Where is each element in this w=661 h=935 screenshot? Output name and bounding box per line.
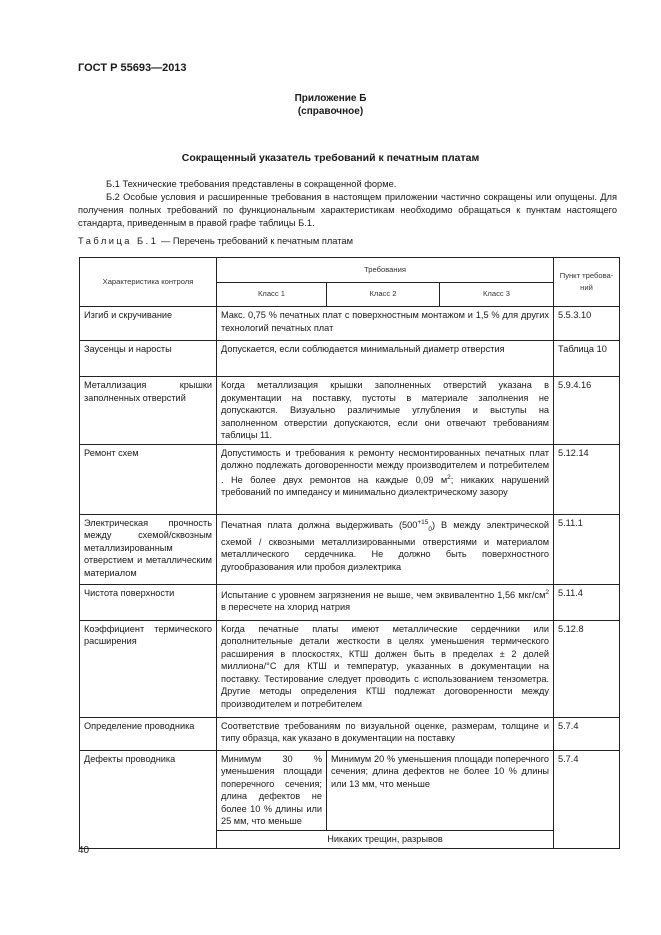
- table-caption: [78, 236, 353, 246]
- requirements-table: [79, 257, 620, 849]
- row-requirement: Когда металлизация крышки заполненных отверстий указана в документации на поставку, пустоты в материале заполнения не допускаются. Визуально различимые углубления и выступы на заполненном отверстии допускаются, если они отвечают требованиям таблицы 11.: [217, 377, 554, 445]
- intro-paragraph-1: Б.1 Технические требования представлены в сокращенной форме.: [106, 179, 397, 189]
- page-number: 40: [78, 845, 90, 856]
- row-requirement: [217, 584, 554, 620]
- row-requirement: Допускается, если соблюдается минимальный диаметр отверстия: [217, 341, 554, 377]
- requirement-text: Испытание с уровнем загрязнения не выше, чем эквивалентно 1,56 мкг/см: [221, 589, 546, 600]
- header-class-1: Класс 1: [217, 283, 327, 307]
- row-requirement-class-2-3: Минимум 20 % уменьшения площади поперечного сечения; длина дефектов не более 10 % длины или 13 мм, что меньше: [327, 750, 554, 830]
- table-row: [80, 444, 620, 514]
- header-class-3: Класс 3: [440, 283, 554, 307]
- requirement-text: в пересчете на хлорид натрия: [221, 602, 351, 613]
- requirement-text: ; никаких нарушений требований по импедансу и минимально диэлектрическому зазору: [221, 474, 550, 498]
- row-characteristic: Заусенцы и наросты: [80, 341, 217, 377]
- row-clause: 5.7.4: [554, 717, 620, 750]
- table-row: [80, 620, 620, 717]
- row-clause: 5.11.1: [554, 514, 620, 584]
- row-characteristic: Ремонт схем: [80, 444, 217, 514]
- section-heading: Сокращенный указатель требований к печатным платам: [181, 152, 480, 164]
- row-clause: 5.7.4: [554, 750, 620, 848]
- document-id: ГОСТ Р 55693—2013: [78, 62, 187, 74]
- row-characteristic: Изгиб и скручивание: [80, 307, 217, 341]
- requirement-text: Допустимость и требования к ремонту несмонтированных печатных плат должно подлежать договоренности между производителем и потребителем . Не более двух ремонтов на каждые 0,09 м: [221, 447, 550, 485]
- row-characteristic: Электрическая прочность между схемой/сквозным металлизированным отверстием и металлическим материалом: [80, 514, 217, 584]
- row-requirement: Когда печатные платы имеют металлические сердечники или дополнительные детали жесткости в целях уменьшения термического расширения в плоскостях, КТШ должен быть в пределах ± 2 долей миллиона/°С для КТШ и температур, указанных в документации на поставку. Тестирование следует проводить с использованием тензометра. Другие методы определения КТШ подлежат договоренности между производителем и потребителем: [217, 620, 554, 717]
- row-clause: 5.11.4: [554, 584, 620, 620]
- header-characteristic: Характеристика контроля: [80, 258, 217, 307]
- row-requirement: [217, 444, 554, 514]
- table-row: [80, 307, 620, 341]
- table-caption-text: — Перечень требований к печатным платам: [158, 236, 353, 246]
- requirement-text: ) В между электрической схемой / сквозными металлизированными отверстиями и материалом металлического сердечника. Не должно быть поверхностного дугообразования или пробоя диэлектрика: [221, 519, 550, 572]
- table-caption-prefix: Таблица Б.1: [78, 236, 159, 246]
- table-row: [80, 584, 620, 620]
- row-requirement: Макс. 0,75 % печатных плат с поверхностным монтажом и 1,5 % для других технологий печатных плат: [217, 307, 554, 341]
- row-characteristic: Чистота поверхности: [80, 584, 217, 620]
- row-requirement-class-1: Минимум 30 % уменьшения площади поперечного сечения; длина дефектов не более 10 % длины или 25 мм, что меньше: [217, 750, 327, 830]
- table-row: [80, 750, 620, 830]
- header-class-2: Класс 2: [327, 283, 440, 307]
- requirement-superscript: 2: [545, 588, 550, 596]
- table-row: [80, 514, 620, 584]
- row-clause: 5.9.4.16: [554, 377, 620, 445]
- row-requirement: Соответствие требованиям по визуальной оценке, размерам, толщине и типу образца, как указано в документации на поставку: [217, 717, 554, 750]
- appendix-note: (справочное): [297, 106, 364, 117]
- table-row: [80, 717, 620, 750]
- requirement-superscript: +15: [417, 518, 429, 526]
- row-clause: 5.12.14: [554, 444, 620, 514]
- row-characteristic: Металлизация крышки заполненных отверстий: [80, 377, 217, 445]
- row-characteristic: Определение проводника: [80, 717, 217, 750]
- row-clause: 5.5.3.10: [554, 307, 620, 341]
- table-row: [80, 377, 620, 445]
- row-clause: Таблица 10: [554, 341, 620, 377]
- row-requirement-all-classes: Никаких трещин, разрывов: [217, 830, 554, 848]
- row-clause: 5.12.8: [554, 620, 620, 717]
- row-characteristic: Дефекты проводника: [80, 750, 217, 848]
- row-requirement: [217, 514, 554, 584]
- requirement-superscript: 2: [447, 473, 451, 481]
- requirement-subscript: 0: [428, 525, 432, 533]
- appendix-title: Приложение Б: [294, 93, 367, 104]
- requirement-text: Печатная плата должна выдерживать (500: [221, 519, 418, 530]
- row-characteristic: Коэффициент термического расширения: [80, 620, 217, 717]
- intro-paragraph-2: Б.2 Особые условия и расширенные требования в настоящем приложении частично сокращены или опущены. Для получения полных требований по функциональным характеристикам необходимо обращаться к пунктам настоящего стандарта, приведенным в правой графе таблицы Б.1.: [78, 192, 617, 228]
- table-row: [80, 341, 620, 377]
- header-requirements: Требования: [217, 258, 554, 283]
- header-clause: Пункт требова-ний: [554, 258, 620, 307]
